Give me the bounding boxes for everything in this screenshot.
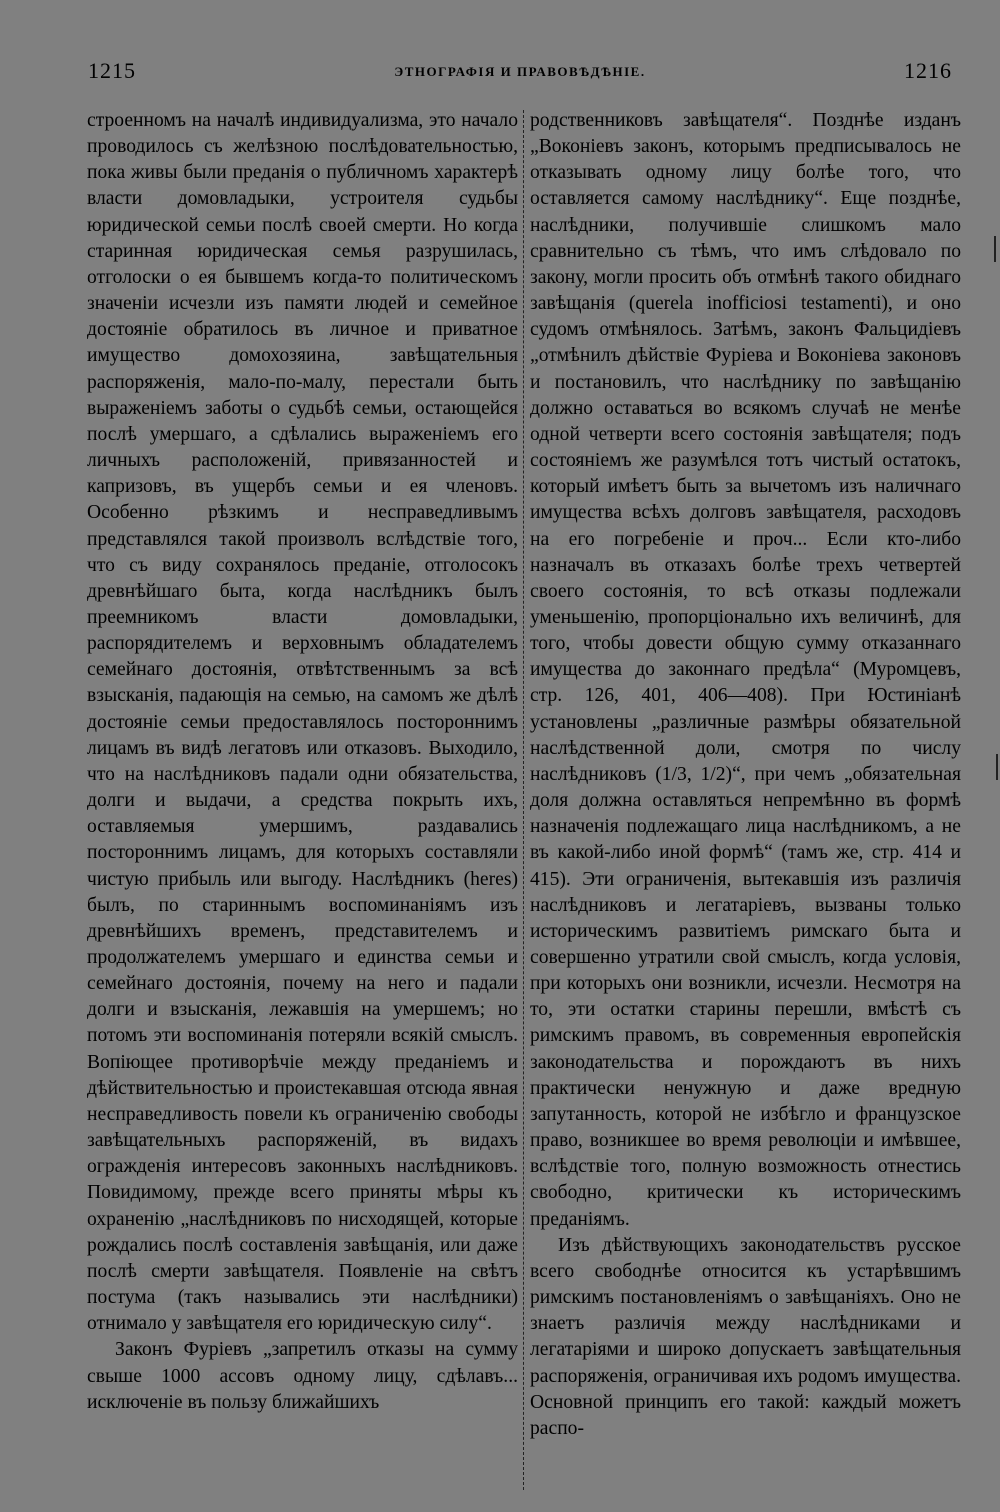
right-column (530, 108, 961, 1503)
column-divider (523, 110, 525, 1490)
left-page-number: 1215 (88, 58, 136, 83)
margin-mark (994, 236, 996, 262)
running-title: ЭТНОГРАФІЯ И ПРАВОВѢДѢНІЕ. (394, 64, 646, 79)
margin-mark (996, 754, 998, 780)
paragraph: Изъ дѣйствующихъ законодательствъ русское всего свободнѣе относится къ устарѣвшимъ римскимъ постановленіямъ о завѣщаніяхъ. Оно не знаетъ различія между наслѣдниками и легатаріями и широко допускаетъ завѣщательныя распоряженія, ограничивая ихъ родомъ имущества. Основной принципъ его такой: каждый можетъ распо- (530, 1234, 961, 1439)
paragraph: родственниковъ завѣщателя“. Позднѣе изданъ „Воконіевъ законъ, которымъ предписывалось не отказывать одному лицу болѣе того, что оставляется самому наслѣднику“. Еще позднѣе, наслѣдники, получившіе слишкомъ мало сравнительно съ тѣмъ, что имъ слѣдовало по закону, могли просить объ отмѣнѣ такого обиднаго завѣщанія (querela inofficiosi testamenti), и оно судомъ отмѣнялось. Затѣмъ, законъ Фальцидіевъ „отмѣнилъ дѣйствіе Фуріева и Воконіева законовъ и постановилъ, что наслѣднику по завѣщанію должно оставаться во всякомъ случаѣ не менѣе одной четверти всего состоянія завѣщателя; подъ состояніемъ же разумѣлся тотъ чистый остатокъ, который имѣетъ быть за вычетомъ изъ наличнаго имущества всѣхъ долговъ завѣщателя, расходовъ на его погребеніе и проч... Если кто-либо назначалъ въ отказахъ болѣе трехъ четвертей своего состоянія, то всѣ отказы подлежали уменьшенію, пропорціонально ихъ величинѣ, для того, чтобы довести общую сумму отказаннаго имущества до законнаго предѣла“ (Муромцевъ, стр. 126, 401, 406—408). При Юстиніанѣ установлены „различные размѣры обязательной наслѣдственной доли, смотря по числу наслѣдниковъ (1/3, 1/2)“, при чемъ „обязательная доля должна оставляться непремѣнно въ формѣ назначенія подлежащаго лица наслѣдникомъ, а не въ какой-либо иной формѣ“ (тамъ же, стр. 414 и 415). Эти ограниченія, вытекавшія изъ различія наслѣдниковъ и легатаріевъ, вызваны только историческимъ развитіемъ римскаго быта и совершенно утратили свой смыслъ, когда условія, при которыхъ они возникли, исчезли. Несмотря на то, эти остатки старины перешли, вмѣстѣ съ римскимъ правомъ, въ современныя европейскія законодательства и порождаютъ въ нихъ практически ненужную и даже вредную запутанность, которой не избѣгло и французское право, возникшее во время революціи и имѣвшее, вслѣдствіе того, полную возможность отнестись свободно, критически къ историческимъ преданіямъ. (530, 110, 961, 1230)
paragraph: Законъ Фуріевъ „запретилъ отказы на сумму свыше 1000 ассовъ одному лицу, сдѣлавъ... исключеніе въ пользу ближайшихъ (87, 1339, 518, 1413)
paragraph: строенномъ на началѣ индивидуализма, это начало проводилось съ желѣзною послѣдовательностью, пока живы были преданія о публичномъ характерѣ власти домовладыки, устроителя судьбы юридической семьи послѣ своей смерти. Но когда старинная юридическая семья разрушилась, отголоски о ея бывшемъ когда-то политическомъ значеніи исчезли изъ памяти людей и семейное достояніе обратилось въ личное и приватное имущество домохозяина, завѣщательныя распоряженія, мало-по-малу, перестали быть выраженіемъ заботы о судьбѣ семьи, остающейся послѣ умершаго, а сдѣлались выраженіемъ его личныхъ расположеній, привязанностей и капризовъ, въ ущербъ семьи и ея членовъ. Особенно рѣзкимъ и несправедливымъ представлялся такой произволъ вслѣдствіе того, что съ виду сохранялось преданіе, отголосокъ древнѣйшаго быта, когда наслѣдникъ былъ преемникомъ власти домовладыки, распорядителемъ и верховнымъ обладателемъ семейнаго достоянія, отвѣтственнымъ за всѣ взысканія, падающія на семью, на самомъ же дѣлѣ достояніе семьи предоставлялось постороннимъ лицамъ въ видѣ легатовъ или отказовъ. Выходило, что на наслѣдниковъ падали одни обязательства, долги и выдачи, а средства покрыть ихъ, оставляемыя умершимъ, раздавались постороннимъ лицамъ, для которыхъ составляли чистую прибыль или выгоду. Наслѣдникъ (heres) былъ, по стариннымъ воспоминаніямъ изъ древнѣйшихъ временъ, представителемъ и продолжателемъ умершаго и единства семьи и семейнаго достоянія, почему на него и падали долги и взысканія, лежавшія на умершемъ; но потомъ эти воспоминанія потеряли всякій смыслъ. Вопіющее противорѣчіе между преданіемъ и дѣйствительностью и проистекавшая отсюда явная несправедливость повели къ ограниченію свободы завѣщательныхъ распоряженій, въ видахъ огражденія интересовъ законныхъ наслѣдниковъ. Повидимому, прежде всего приняты мѣры къ охраненію „наслѣдниковъ по нисходящей, которые рождались послѣ составленія завѣщанія, или даже послѣ смерти завѣщателя. Появленіе на свѣтъ постума (такъ назывались эти наслѣдники) отнимало у завѣщателя его юридическую силу“. (87, 110, 518, 1335)
right-page-number: 1216 (904, 58, 952, 83)
page-header (88, 58, 952, 88)
left-column (87, 108, 518, 1503)
